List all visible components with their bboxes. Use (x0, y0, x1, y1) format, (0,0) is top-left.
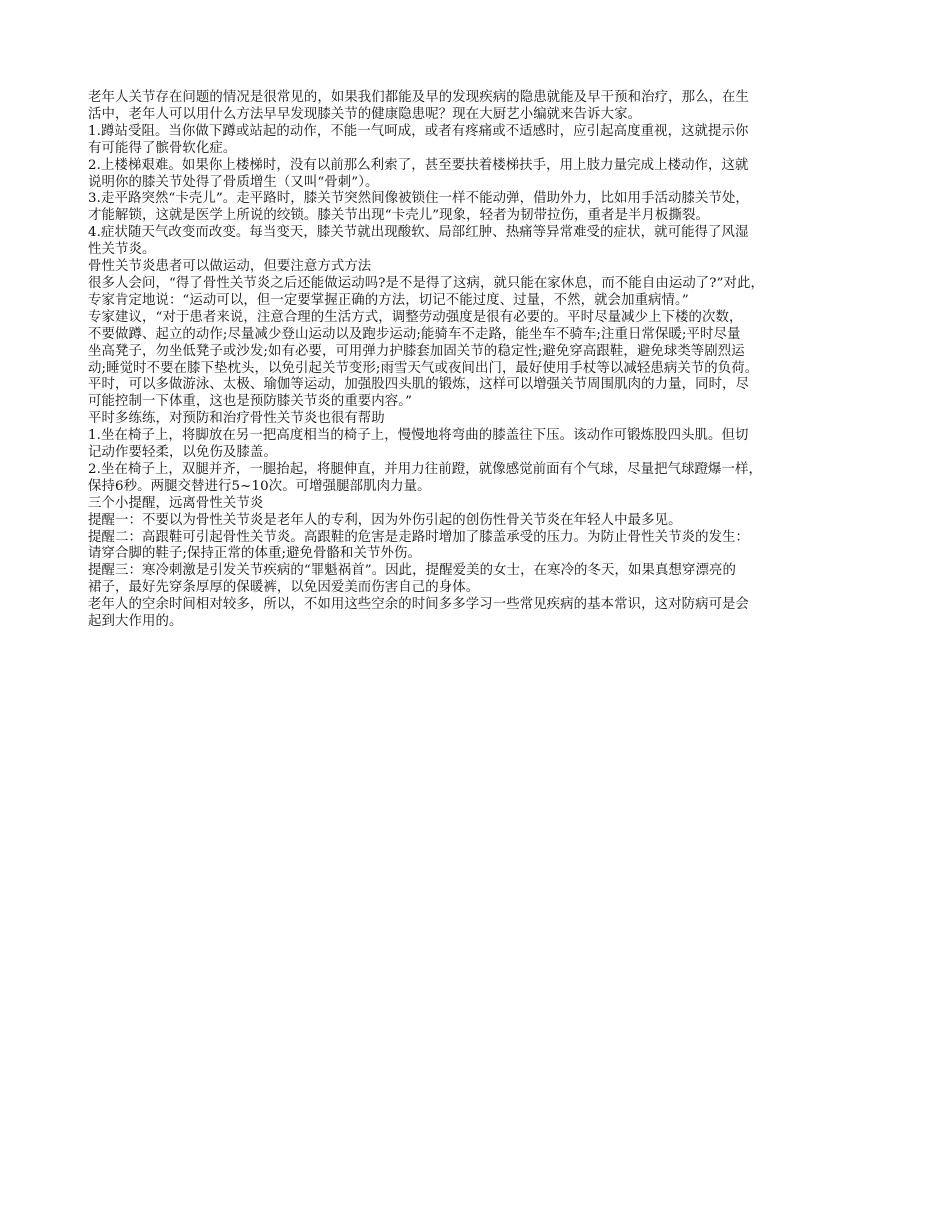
section-heading-reminders: 三个小提醒，远离骨性关节炎 (88, 495, 264, 511)
exercise-item-1: 1.坐在椅子上，将脚放在另一把高度相当的椅子上，慢慢地将弯曲的膝盖往下压。该动作可锻炼股四头肌。但切 记动作要轻柔，以免伤及膝盖。 (88, 428, 749, 461)
closing-paragraph: 老年人的空余时间相对较多，所以，不如用这些空余的时间多多学习一些常见疾病的基本常识，这对防病可是会 起到大作用的。 (88, 597, 750, 630)
list-item-locking: 3.走平路突然“卡壳儿”。走平路时，膝关节突然间像被锁住一样不能动弹，借助外力，比如用手活动膝关节处， 才能解锁，这就是医学上所说的绞锁。膝关节出现“卡壳儿”现象，轻者为韧带拉伤，重者是半月板撕裂。 (88, 191, 749, 224)
reminder-2: 提醒二：高跟鞋可引起骨性关节炎。高跟鞋的危害是走路时增加了膝盖承受的压力。为防止骨性关节炎的发生： 请穿合脚的鞋子;保持正常的体重;避免骨骼和关节外伤。 (88, 529, 750, 562)
section-heading-exercise: 骨性关节炎患者可以做运动，但要注意方式方法 (88, 259, 372, 275)
section-heading-practice: 平时多练练，对预防和治疗骨性关节炎也很有帮助 (88, 411, 385, 427)
list-item-stairs: 2.上楼梯艰难。如果你上楼梯时，没有以前那么利索了，甚至要扶着楼梯扶手，用上肢力量完成上楼动作，这就 说明你的膝关节处得了骨质增生（又叫“骨刺”）。 (88, 157, 749, 190)
document-body (88, 90, 878, 631)
reminder-1: 提醒一：不要以为骨性关节炎是老年人的专利，因为外伤引起的创伤性骨关节炎在年轻人中最多见。 (88, 512, 682, 528)
reminder-3: 提醒三：寒冷刺激是引发关节疾病的“罪魁祸首”。因此，提醒爱美的女士，在寒冷的冬天，如果真想穿漂亮的 裙子，最好先穿条厚厚的保暖裤，以免因爱美而伤害自己的身体。 (88, 563, 736, 596)
list-item-weather: 4.症状随天气改变而改变。每当变天，膝关节就出现酸软、局部红肿、热痛等异常难受的症状，就可能得了风湿 性关节炎。 (88, 225, 749, 258)
paragraph-question: 很多人会问，“得了骨性关节炎之后还能做运动吗?是不是得了这病，就只能在家休息，而不能自由运动了?”对此， 专家肯定地说：“运动可以，但一定要掌握正确的方法，切记不能过度、过量，不然，就会加重病情。” (88, 275, 764, 308)
paragraph-expert-advice: 专家建议，“对于患者来说，注意合理的生活方式，调整劳动强度是很有必要的。平时尽量减少上下楼的次数， 不要做蹲、起立的动作;尽量减少登山运动以及跑步运动;能骑车不走路，能坐车不骑车;注重日常保暖;平时尽量 坐高凳子，勿坐低凳子或沙发;如有必要，可用弹力护膝套加固关节的稳定性;避免穿高跟鞋，避免球类等剧烈运 动;睡觉时不要在膝下垫枕头，以免引起关节变形;雨雪天气或夜间出门，最好使用手杖等以减轻患病关节的负荷。 平时，可以多做游泳、太极、瑜伽等运动，加强股四头肌的锻炼，这样可以增强关节周围肌肉的力量，同时，尽 可能控制一下体重，这也是预防膝关节炎的重要内容。” (88, 309, 759, 410)
intro-paragraph: 老年人关节存在问题的情况是很常见的，如果我们都能及早的发现疾病的隐患就能及早干预和治疗，那么，在生 活中，老年人可以用什么方法早早发现膝关节的健康隐患呢？现在大厨艺小编就来告诉大家。 (88, 90, 750, 122)
exercise-item-2: 2.坐在椅子上，双腿并齐，一腿抬起，将腿伸直，并用力往前蹬，就像感觉前面有个气球，尽量把气球蹬爆一样， 保持6秒。两腿交替进行5~10次。可增强腿部肌肉力量。 (88, 461, 763, 494)
list-item-squat: 1.蹲站受阻。当你做下蹲或站起的动作，不能一气呵成，或者有疼痛或不适感时，应引起高度重视，这就提示你 有可能得了髌骨软化症。 (88, 123, 749, 156)
